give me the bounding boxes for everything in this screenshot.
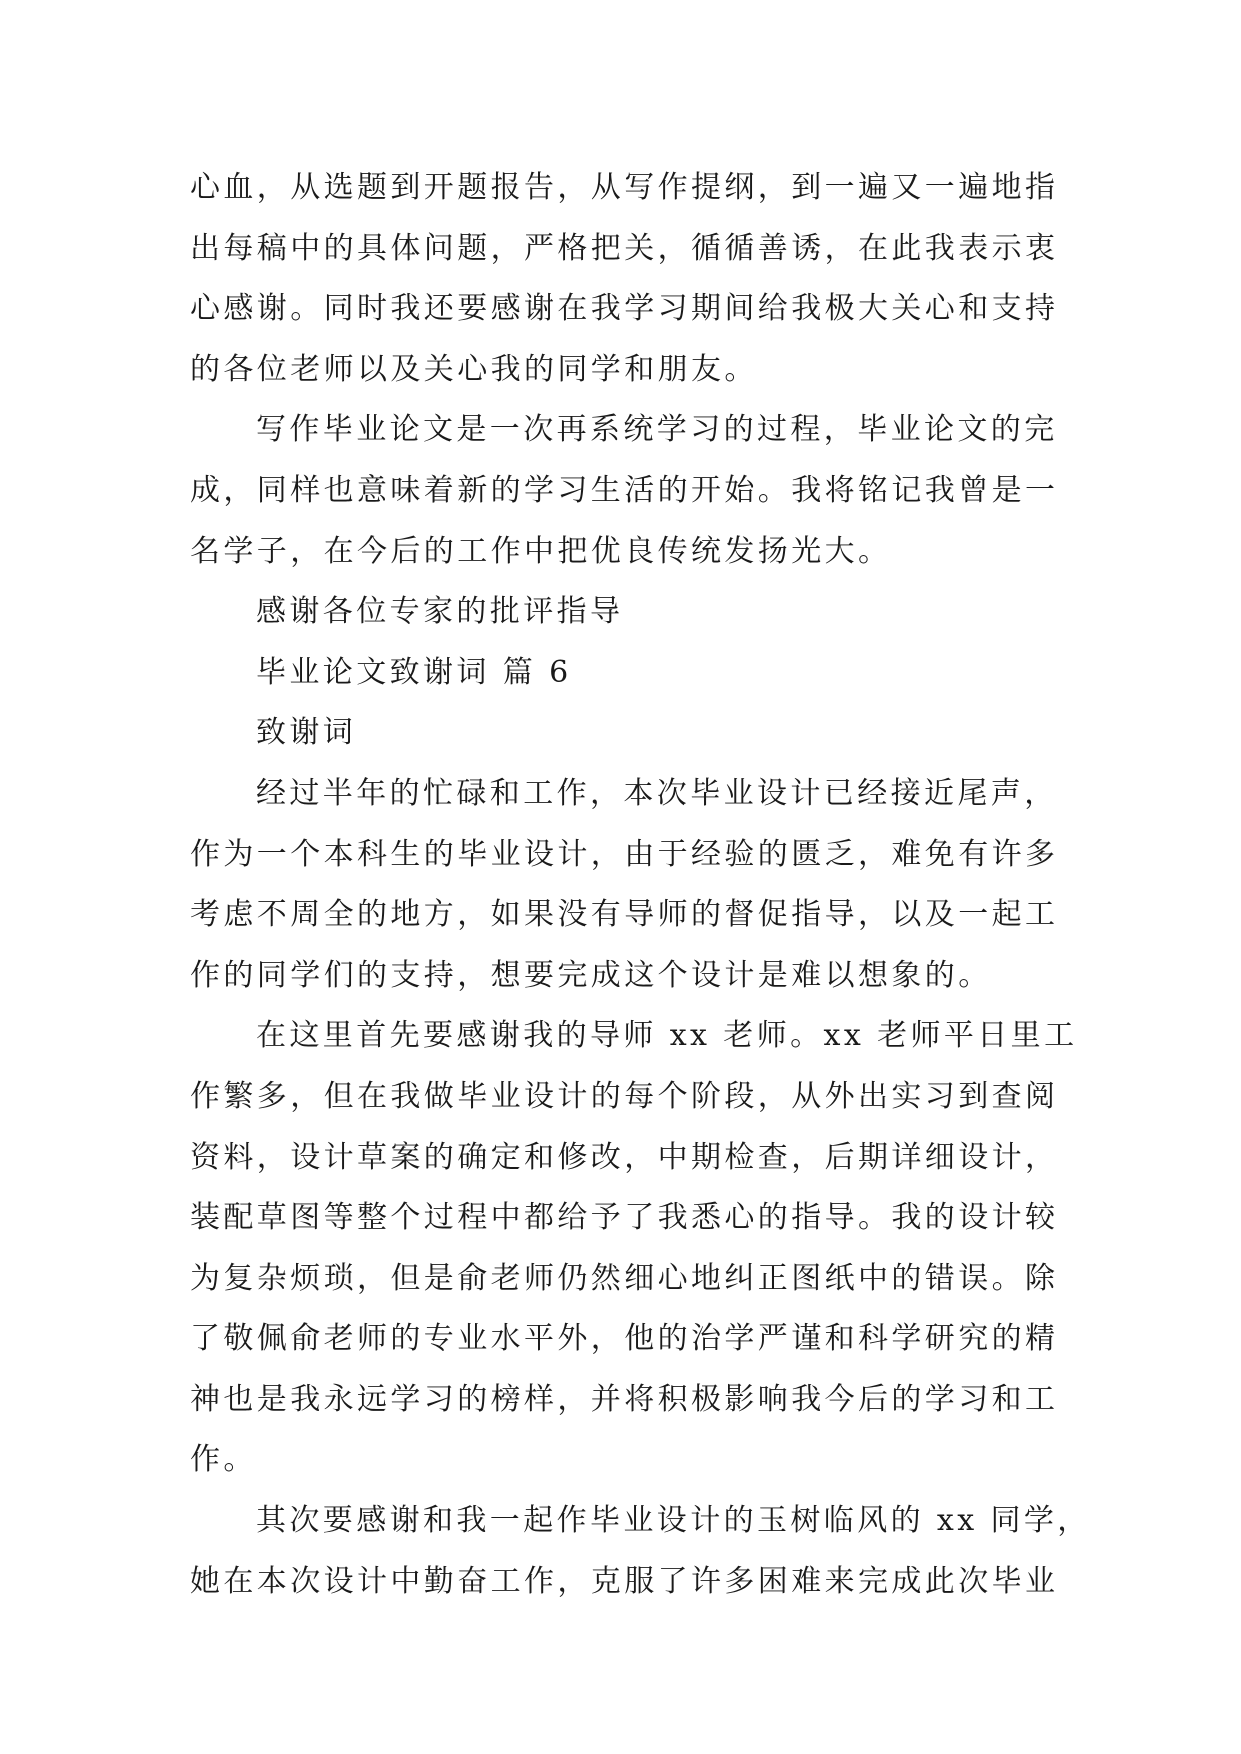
text-line: 出每稿中的具体问题，严格把关，循循善诱，在此我表示衷 — [190, 230, 1059, 266]
text-line: 成，同样也意味着新的学习生活的开始。我将铭记我曾是一 — [190, 472, 1059, 508]
text-line: 的各位老师以及关心我的同学和朋友。 — [190, 351, 758, 387]
text-line: 心感谢。同时我还要感谢在我学习期间给我极大关心和支持 — [190, 291, 1059, 327]
text-line: 了敬佩俞老师的专业水平外，他的治学严谨和科学研究的精 — [190, 1321, 1059, 1357]
text-line: 她在本次设计中勤奋工作，克服了许多困难来完成此次毕业 — [190, 1563, 1059, 1599]
text-line: 其次要感谢和我一起作毕业设计的玉树临风的 xx 同学， — [256, 1503, 1091, 1539]
section-heading: 毕业论文致谢词 篇 6 — [256, 654, 572, 690]
closing-line: 感谢各位专家的批评指导 — [256, 594, 624, 630]
text-line: 在这里首先要感谢我的导师 xx 老师。xx 老师平日里工 — [256, 1018, 1078, 1054]
text-line: 经过半年的忙碌和工作，本次毕业设计已经接近尾声， — [256, 775, 1058, 811]
text-line: 考虑不周全的地方，如果没有导师的督促指导，以及一起工 — [190, 897, 1059, 933]
text-line: 作为一个本科生的毕业设计，由于经验的匮乏，难免有许多 — [190, 836, 1059, 872]
text-line: 作繁多，但在我做毕业设计的每个阶段，从外出实习到查阅 — [190, 1078, 1059, 1114]
document-body — [190, 158, 1091, 1612]
text-line: 资料，设计草案的确定和修改，中期检查，后期详细设计， — [190, 1139, 1059, 1175]
text-line: 作。 — [190, 1442, 257, 1478]
text-line: 作的同学们的支持，想要完成这个设计是难以想象的。 — [190, 957, 992, 993]
text-line: 名学子，在今后的工作中把优良传统发扬光大。 — [190, 533, 892, 569]
text-line: 写作毕业论文是一次再系统学习的过程，毕业论文的完 — [256, 412, 1058, 448]
text-line: 为复杂烦琐，但是俞老师仍然细心地纠正图纸中的错误。除 — [190, 1260, 1059, 1296]
text-line: 神也是我永远学习的榜样，并将积极影响我今后的学习和工 — [190, 1381, 1059, 1417]
text-line: 心血，从选题到开题报告，从写作提纲，到一遍又一遍地指 — [190, 170, 1059, 205]
section-subheading: 致谢词 — [256, 715, 357, 751]
text-line: 装配草图等整个过程中都给予了我悉心的指导。我的设计较 — [190, 1200, 1059, 1236]
